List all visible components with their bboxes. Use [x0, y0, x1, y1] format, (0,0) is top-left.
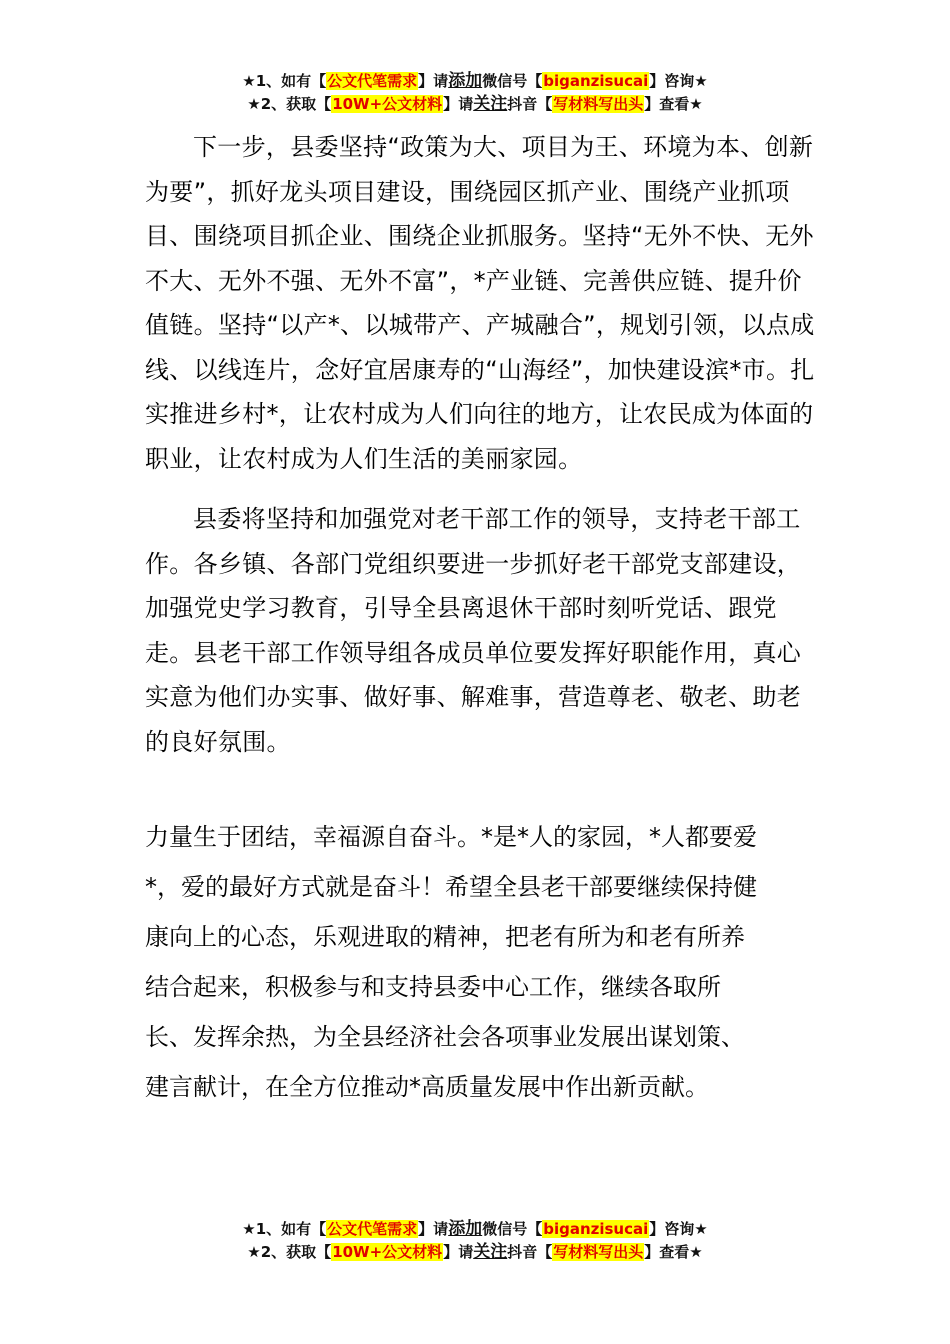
closing-line: 长、发挥余热，为全县经济社会各项事业发展出谋划策、: [145, 1023, 745, 1051]
highlight-douyin-id: 写材料写出头: [553, 95, 644, 113]
highlight-wechat-id: biganzisucai: [543, 72, 649, 90]
closing-line: 康向上的心态，乐观进取的精神，把老有所为和老有所养: [145, 923, 745, 951]
banner-add-text: 添加: [448, 71, 483, 91]
banner-follow-text: 关注: [473, 94, 508, 114]
banner-text: 抖音【: [507, 95, 553, 113]
highlight-ghostwriting: 公文代笔需求: [327, 72, 418, 90]
closing-line: 力量生于团结，幸福源自奋斗。*是*人的家园，*人都要爱: [145, 823, 757, 851]
banner-text: 微信号【: [482, 72, 543, 90]
paragraph-2: 县委将坚持和加强党对老干部工作的领导，支持老干部工作。各乡镇、各部门党组织要进一步抓好老干部党支部建设，加强党史学习教育，引导全县离退休干部时刻听党话、跟党走。县老干部工作领导组各成员单位要发挥好职能作用，真心实意为他们办实事、做好事、解难事，营造尊老、敬老、助老的良好氛围。: [145, 505, 802, 756]
banner-text: ★2、获取【: [247, 95, 332, 113]
highlight-wechat-id: biganzisucai: [543, 1220, 649, 1238]
closing-line: *，爱的最好方式就是奋斗！希望全县老干部要继续保持健: [145, 873, 757, 901]
banner-text: 微信号【: [482, 1220, 543, 1238]
banner-line-2: [0, 1241, 950, 1264]
banner-line-1: [0, 1218, 950, 1241]
banner-text: ★1、如有【: [242, 72, 327, 90]
closing-paragraph: [145, 812, 835, 1112]
banner-text: 】查看★: [644, 95, 703, 113]
highlight-materials: 10W+公文材料: [332, 1243, 443, 1261]
banner-text: 】请: [418, 1220, 449, 1238]
footer-banner: [0, 1218, 950, 1264]
banner-text: 】咨询★: [649, 72, 708, 90]
banner-text: 】咨询★: [649, 1220, 708, 1238]
highlight-materials: 10W+公文材料: [332, 95, 443, 113]
banner-line-1: [0, 70, 950, 93]
closing-line: 结合起来，积极参与和支持县委中心工作，继续各取所: [145, 973, 721, 1001]
banner-text: 】请: [443, 1243, 474, 1261]
banner-text: 抖音【: [507, 1243, 553, 1261]
paragraph-1: 下一步，县委坚持“政策为大、项目为王、环境为本、创新为要”，抓好龙头项目建设，围绕园区抓产业、围绕产业抓项目、围绕项目抓企业、围绕企业抓服务。坚持“无外不快、无外不大、无外不强、无外不富”，*产业链、完善供应链、提升价值链。坚持“以产*、以城带产、产城融合”，规划引领，以点成线、以线连片，念好宜居康寿的“山海经”，加快建设滨*市。扎实推进乡村*，让农村成为人们向往的地方，让农民成为体面的职业，让农村成为人们生活的美丽家园。: [145, 133, 815, 473]
banner-follow-text: 关注: [473, 1242, 508, 1262]
banner-line-2: [0, 93, 950, 116]
document-body: [145, 125, 825, 764]
banner-text: 】请: [443, 95, 474, 113]
banner-add-text: 添加: [448, 1219, 483, 1239]
banner-text: ★1、如有【: [242, 1220, 327, 1238]
banner-text: 】请: [418, 72, 449, 90]
banner-text: 】查看★: [644, 1243, 703, 1261]
highlight-ghostwriting: 公文代笔需求: [327, 1220, 418, 1238]
closing-line: 建言献计，在全方位推动*高质量发展中作出新贡献。: [145, 1073, 709, 1101]
header-banner-top: [0, 70, 950, 116]
highlight-douyin-id: 写材料写出头: [553, 1243, 644, 1261]
banner-text: ★2、获取【: [247, 1243, 332, 1261]
